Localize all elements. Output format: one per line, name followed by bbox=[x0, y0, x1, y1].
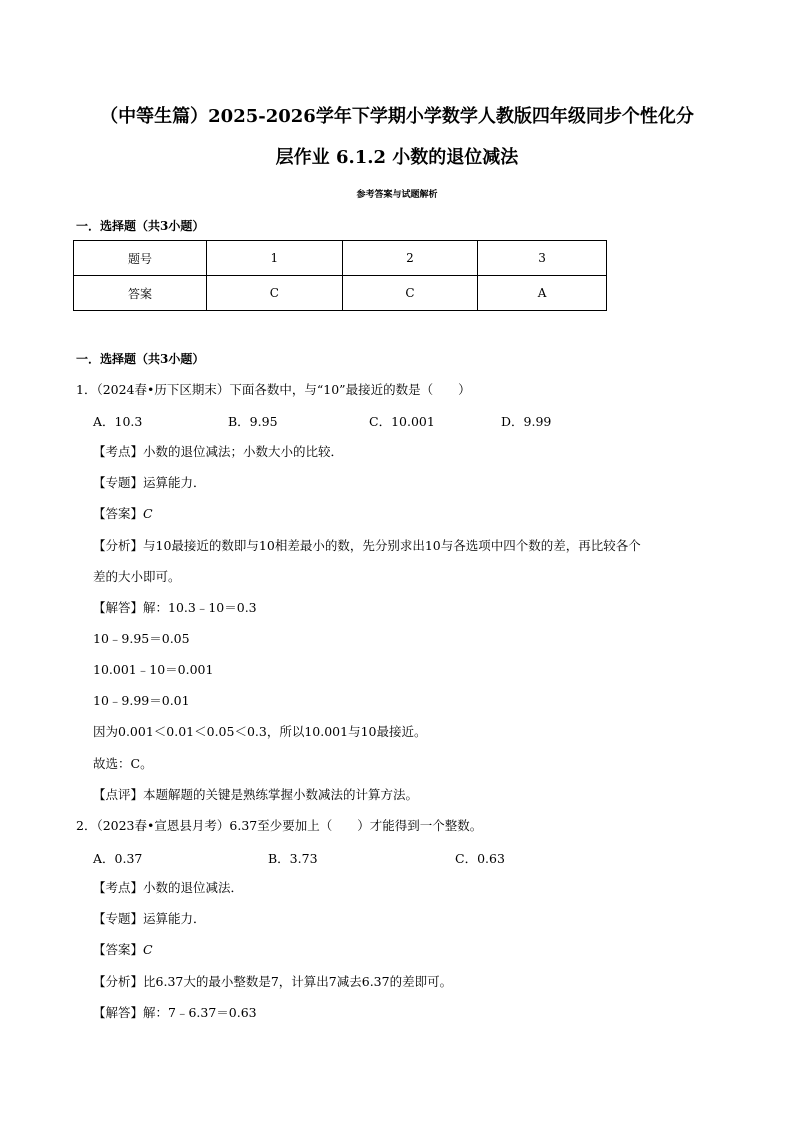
question-1-jieda bbox=[93, 600, 257, 616]
table-cell: 2 bbox=[342, 241, 478, 276]
label-tag: 【专题】 bbox=[93, 475, 144, 490]
question-1-jieda-line: 10﹣9.95＝0.05 bbox=[93, 631, 190, 646]
question-2-option-c: C．0.63 bbox=[455, 851, 505, 866]
question-1-jieda-line: 10﹣9.99＝0.01 bbox=[93, 693, 190, 708]
table-cell: 答案 bbox=[74, 276, 207, 311]
question-1-answer bbox=[93, 506, 153, 522]
question-1-jieda-line: 因为0.001＜0.01＜0.05＜0.3，所以10.001与10最接近。 bbox=[93, 724, 427, 739]
question-2-kaodian bbox=[93, 880, 243, 896]
jieda-text: 解：7﹣6.37＝0.63 bbox=[143, 1005, 257, 1020]
question-2-answer bbox=[93, 942, 153, 958]
label-tag: 【专题】 bbox=[93, 911, 144, 926]
label-tag: 【分析】 bbox=[93, 974, 144, 989]
question-1-dianping bbox=[93, 787, 418, 803]
zhuanti-text: 运算能力． bbox=[143, 911, 206, 926]
question-1-fenxi bbox=[93, 538, 641, 554]
answer-text: C bbox=[143, 506, 153, 521]
table-cell: A bbox=[478, 276, 607, 311]
question-1-jieda-line: 故选：C。 bbox=[93, 756, 153, 771]
question-1-fenxi-cont: 差的大小即可。 bbox=[93, 569, 181, 584]
question-1-jieda-line: 10.001﹣10＝0.001 bbox=[93, 662, 214, 677]
label-tag: 【考点】 bbox=[93, 444, 144, 459]
label-tag: 【考点】 bbox=[93, 880, 144, 895]
jieda-text: 解：10.3﹣10＝0.3 bbox=[143, 600, 257, 615]
question-1-kaodian bbox=[93, 444, 343, 460]
question-1-zhuanti bbox=[93, 475, 206, 491]
table-row bbox=[74, 276, 607, 311]
section-heading-questions: 一．选择题（共3小题） bbox=[76, 352, 205, 366]
dianping-text: 本题解题的关键是熟练掌握小数减法的计算方法。 bbox=[143, 787, 419, 802]
question-2-jieda bbox=[93, 1005, 257, 1021]
table-cell: C bbox=[207, 276, 343, 311]
label-tag: 【答案】 bbox=[93, 942, 144, 957]
fenxi-text: 与10最接近的数即与10相差最小的数，先分别求出10与各选项中四个数的差，再比较各个 bbox=[143, 538, 641, 553]
label-tag: 【分析】 bbox=[93, 538, 144, 553]
document-subtitle: 参考答案与试题解析 bbox=[356, 190, 438, 200]
question-2-stem: 2．（2023春•宣恩县月考）6.37至少要加上（ ）才能得到一个整数。 bbox=[76, 818, 483, 833]
label-tag: 【解答】 bbox=[93, 600, 144, 615]
table-row bbox=[74, 241, 607, 276]
label-tag: 【解答】 bbox=[93, 1005, 144, 1020]
question-1-option-d: D．9.99 bbox=[501, 414, 552, 429]
label-tag: 【答案】 bbox=[93, 506, 144, 521]
question-2-option-b: B．3.73 bbox=[268, 851, 318, 866]
answer-text: C bbox=[143, 942, 153, 957]
kaodian-text: 小数的退位减法；小数大小的比较． bbox=[143, 444, 344, 459]
question-2-option-a: A．0.37 bbox=[93, 851, 143, 866]
question-2-zhuanti bbox=[93, 911, 206, 927]
table-cell: C bbox=[342, 276, 478, 311]
zhuanti-text: 运算能力． bbox=[143, 475, 206, 490]
fenxi-text: 比6.37大的最小整数是7，计算出7减去6.37的差即可。 bbox=[143, 974, 453, 989]
question-2-fenxi bbox=[93, 974, 452, 990]
kaodian-text: 小数的退位减法． bbox=[143, 880, 244, 895]
question-1-option-b: B．9.95 bbox=[228, 414, 278, 429]
question-1-option-a: A．10.3 bbox=[93, 414, 143, 429]
table-cell: 3 bbox=[478, 241, 607, 276]
document-title-line-1: （中等生篇）2025-2026学年下学期小学数学人教版四年级同步个性化分 bbox=[100, 106, 694, 127]
section-heading-table: 一．选择题（共3小题） bbox=[76, 219, 205, 233]
label-tag: 【点评】 bbox=[93, 787, 144, 802]
answer-table bbox=[73, 240, 607, 311]
document-title-line-2: 层作业 6.1.2 小数的退位减法 bbox=[275, 147, 519, 168]
question-1-option-c: C．10.001 bbox=[369, 414, 435, 429]
table-cell: 题号 bbox=[74, 241, 207, 276]
question-1-stem: 1．（2024春•历下区期末）下面各数中，与“10”最接近的数是（ ） bbox=[76, 382, 471, 397]
table-cell: 1 bbox=[207, 241, 343, 276]
